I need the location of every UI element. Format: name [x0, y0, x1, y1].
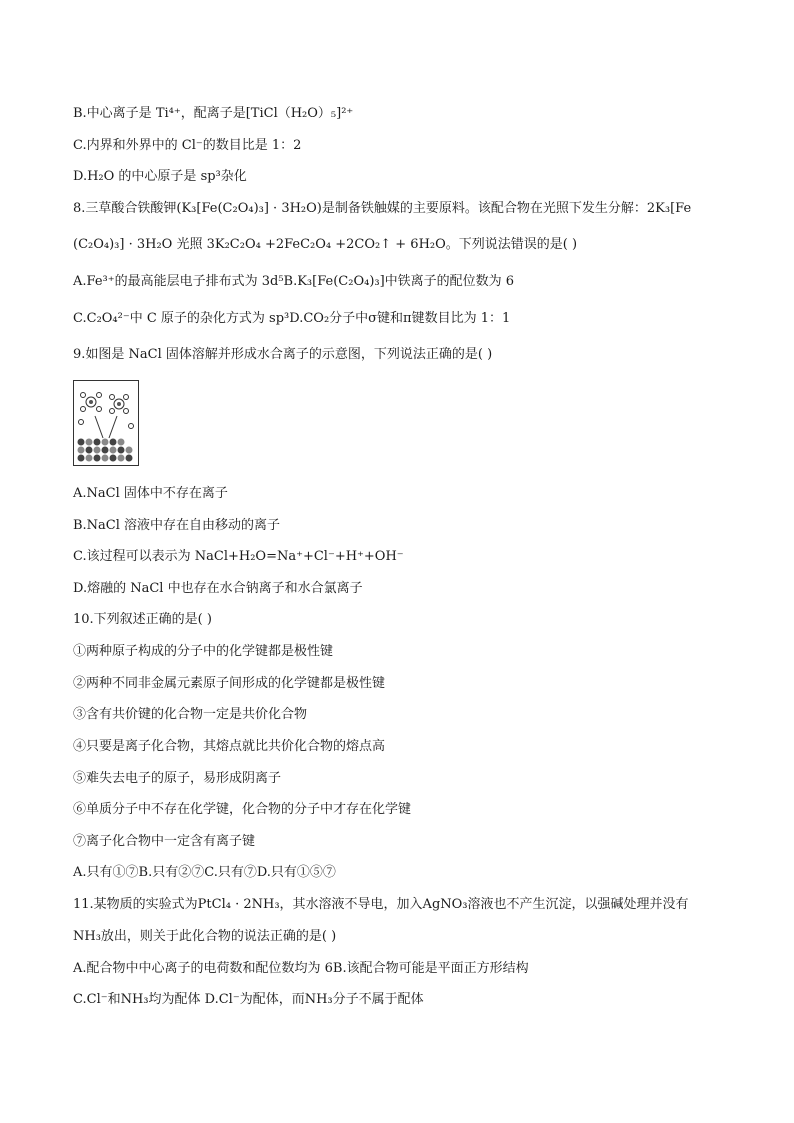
q10-stem: 10.下列叙述正确的是( ) — [73, 612, 212, 627]
q10-statement-2: ②两种不同非金属元素原子间形成的化学键都是极性键 — [73, 676, 386, 691]
nacl-dissolution-figure — [73, 380, 139, 466]
q10-statement-6: ⑥单质分子中不存在化学键，化合物的分子中才存在化学键 — [73, 802, 412, 817]
q8-equation: (C₂O₄)₃] · 3H₂O 光照 3K₂C₂O₄ +2FeC₂O₄ +2CO₂↑ + 6H₂O。下列说法错误的是( ) — [73, 237, 578, 252]
q7-option-d: D.H₂O 的中心原子是 sp³杂化 — [73, 169, 247, 184]
q10-statement-1: ①两种原子构成的分子中的化学键都是极性键 — [73, 644, 334, 659]
q8-options-ab: A.Fe³⁺的最高能层电子排布式为 3d⁵B.K₃[Fe(C₂O₄)₃]中铁离子的配位数为 6 — [73, 274, 515, 289]
q9-option-a: A.NaCl 固体中不存在离子 — [73, 486, 228, 501]
q9-option-c: C.该过程可以表示为 NaCl+H₂O=Na⁺+Cl⁻+H⁺+OH⁻ — [73, 549, 404, 564]
q7-option-c: C.内界和外界中的 Cl⁻的数目比是 1：2 — [73, 138, 302, 153]
q8-stem: 8.三草酸合铁酸钾(K₃[Fe(C₂O₄)₃] · 3H₂O)是制备铁触媒的主要原料。该配合物在光照下发生分解：2K₃[Fe — [73, 201, 692, 216]
q11-options-ab: A.配合物中中心离子的电荷数和配位数均为 6B.该配合物可能是平面正方形结构 — [73, 961, 529, 976]
q10-statement-3: ③含有共价键的化合物一定是共价化合物 — [73, 707, 308, 722]
q10-options: A.只有①⑦B.只有②⑦C.只有⑦D.只有①⑤⑦ — [73, 865, 336, 880]
q10-statement-4: ④只要是离子化合物，其熔点就比共价化合物的熔点高 — [73, 739, 386, 754]
q11-stem-line2: NH₃放出，则关于此化合物的说法正确的是( ) — [73, 929, 337, 944]
q7-option-b: B.中心离子是 Ti⁴⁺，配离子是[TiCl（H₂O）₅]²⁺ — [73, 106, 354, 121]
q9-option-d: D.熔融的 NaCl 中也存在水合钠离子和水合氯离子 — [73, 581, 363, 596]
q9-option-b: B.NaCl 溶液中存在自由移动的离子 — [73, 518, 281, 533]
q10-statement-5: ⑤难失去电子的原子，易形成阴离子 — [73, 771, 282, 786]
q10-statement-7: ⑦离子化合物中一定含有离子键 — [73, 834, 256, 849]
q11-stem-line1: 11.某物质的实验式为PtCl₄ · 2NH₃，其水溶液不导电，加入AgNO₃溶液也不产生沉淀，以强碱处理并没有 — [73, 897, 689, 912]
q11-options-cd: C.Cl⁻和NH₃均为配体 D.Cl⁻为配体，而NH₃分子不属于配体 — [73, 992, 424, 1007]
q9-stem: 9.如图是 NaCl 固体溶解并形成水合离子的示意图，下列说法正确的是( ) — [73, 347, 493, 362]
q8-options-cd: C.C₂O₄²⁻中 C 原子的杂化方式为 sp³D.CO₂分子中σ键和π键数目比为 1：1 — [73, 311, 511, 326]
